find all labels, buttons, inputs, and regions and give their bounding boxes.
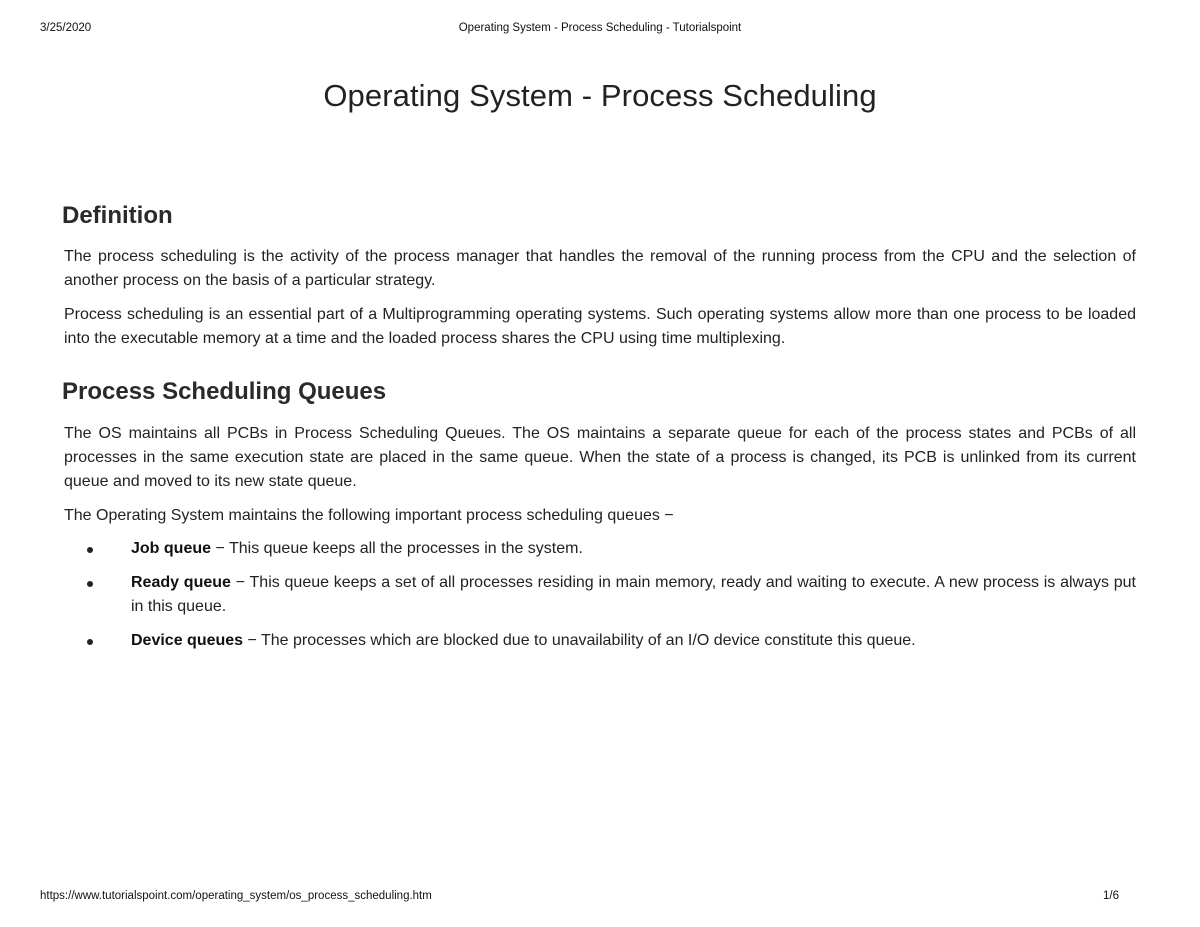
bullet-icon — [87, 639, 93, 645]
bullet-icon — [87, 547, 93, 553]
print-footer — [40, 890, 1160, 906]
print-header — [40, 22, 1160, 38]
print-url: https://www.tutorialspoint.com/operating_system/os_process_scheduling.htm — [40, 890, 432, 902]
queues-paragraph-2: The Operating System maintains the following important process scheduling queues − — [64, 507, 674, 524]
list-item-device-queues — [64, 629, 1136, 653]
list-item-text: − This queue keeps a set of all processes residing in main memory, ready and waiting to execute. A new process is always put in this queue. — [131, 574, 1136, 615]
definition-paragraph-1: The process scheduling is the activity of the process manager that handles the removal of the running process from the CPU and the selection of another process on the basis of a particular strategy. — [64, 248, 1136, 289]
queues-paragraph-1: The OS maintains all PCBs in Process Scheduling Queues. The OS maintains a separate queue for each of the process states and PCBs of all processes in the same execution state are placed in the same queue. When the state of a process is changed, its PCB is unlinked from its current queue and moved to its new state queue. — [64, 425, 1136, 490]
page-title: Operating System - Process Scheduling — [323, 78, 877, 113]
definition-heading: Definition — [62, 202, 173, 229]
print-date: 3/25/2020 — [40, 22, 92, 34]
list-item-term: Job queue — [131, 540, 212, 557]
list-item-ready-queue — [64, 571, 1136, 619]
list-item-term: Device queues — [131, 632, 244, 649]
list-item-text: − The processes which are blocked due to unavailability of an I/O device constitute this queue. — [243, 632, 916, 649]
queues-heading: Process Scheduling Queues — [62, 378, 387, 405]
list-item-job-queue — [64, 537, 1136, 561]
bullet-icon — [87, 581, 93, 587]
print-doc-title: Operating System - Process Scheduling - Tutorialspoint — [458, 22, 742, 34]
list-item-text: − This queue keeps all the processes in the system. — [211, 540, 583, 557]
queue-list — [64, 537, 1136, 663]
page-number: 1/6 — [1103, 890, 1119, 902]
list-item-term: Ready queue — [131, 574, 231, 591]
definition-paragraph-2: Process scheduling is an essential part of a Multiprogramming operating systems. Such operating systems allow more than one process to be loaded into the executable memory at a time and the loaded process shares the CPU using time multiplexing. — [64, 306, 1136, 347]
